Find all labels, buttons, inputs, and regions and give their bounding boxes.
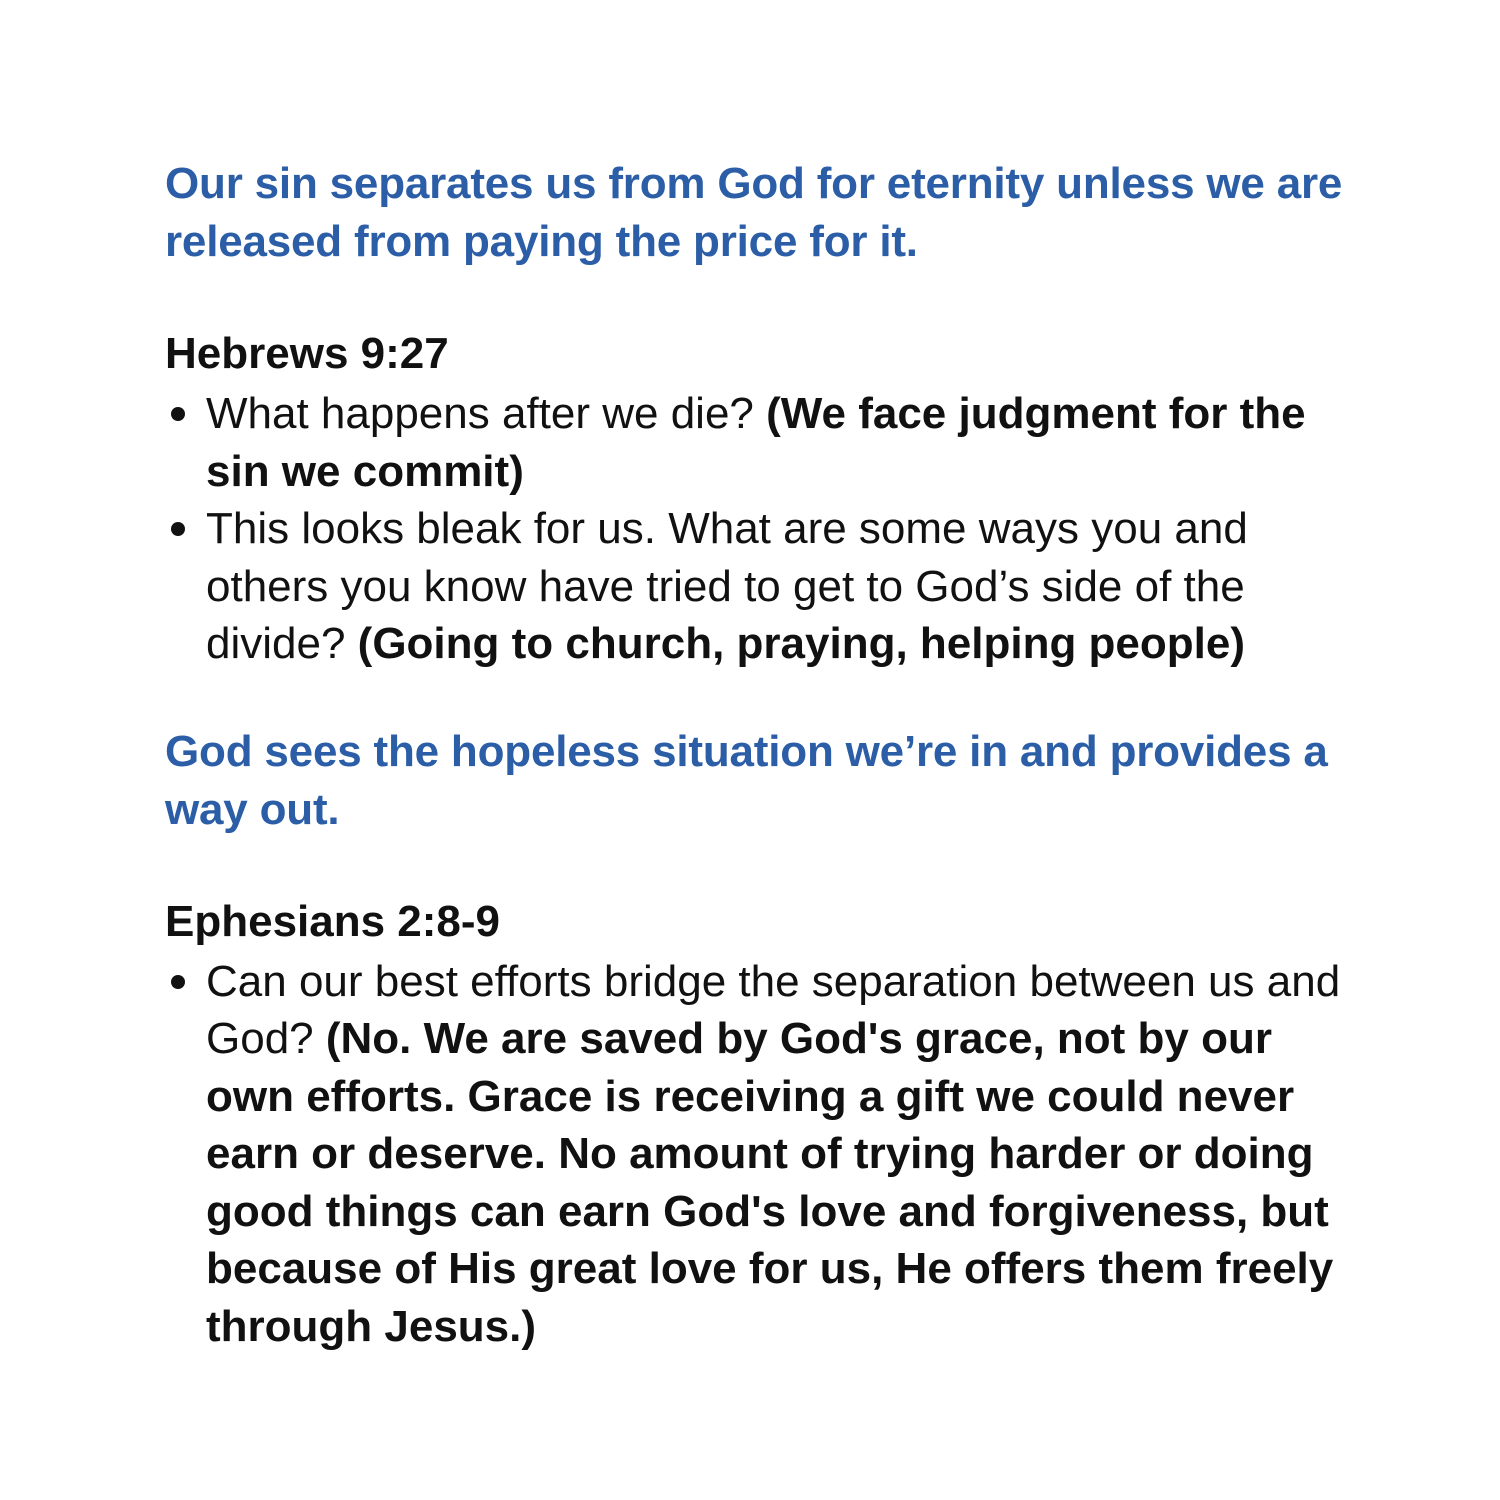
- question-item: [165, 385, 1350, 500]
- bullet-icon: [171, 975, 185, 989]
- section-heading: Our sin separates us from God for eternity unless we are released from paying the price for it.: [165, 159, 1343, 266]
- scripture-reference: Ephesians 2:8-9: [165, 896, 501, 946]
- answer-text: (No. We are saved by God's grace, not by our own efforts. Grace is receiving a gift we could never earn or deserve. No amount of trying harder or doing good things can earn God's love and forgiveness, but because of His great love for us, He offers them freely through Jesus.): [206, 1014, 1334, 1351]
- question-item: [165, 953, 1350, 1356]
- question-text: What happens after we die?: [206, 389, 767, 438]
- question-item: [165, 500, 1350, 673]
- section-way-out: [165, 723, 1350, 1356]
- scripture-reference: Hebrews 9:27: [165, 329, 449, 378]
- question-text: This looks bleak for us. What are some ways you and others you know have tried to get to God’s side of the divide?: [206, 504, 1248, 668]
- section-sin-separates: [165, 155, 1350, 673]
- section-heading: God sees the hopeless situation we’re in and provides a way out.: [165, 726, 1328, 834]
- question-list: [165, 953, 1350, 1356]
- bullet-icon: [171, 407, 185, 421]
- question-list: [165, 385, 1350, 673]
- bullet-icon: [171, 522, 185, 536]
- answer-text: (We face judgment for the sin we commit): [206, 389, 1306, 496]
- question-text: Can our best efforts bridge the separation between us and God?: [206, 956, 1341, 1063]
- answer-text: (Going to church, praying, helping people): [357, 619, 1245, 668]
